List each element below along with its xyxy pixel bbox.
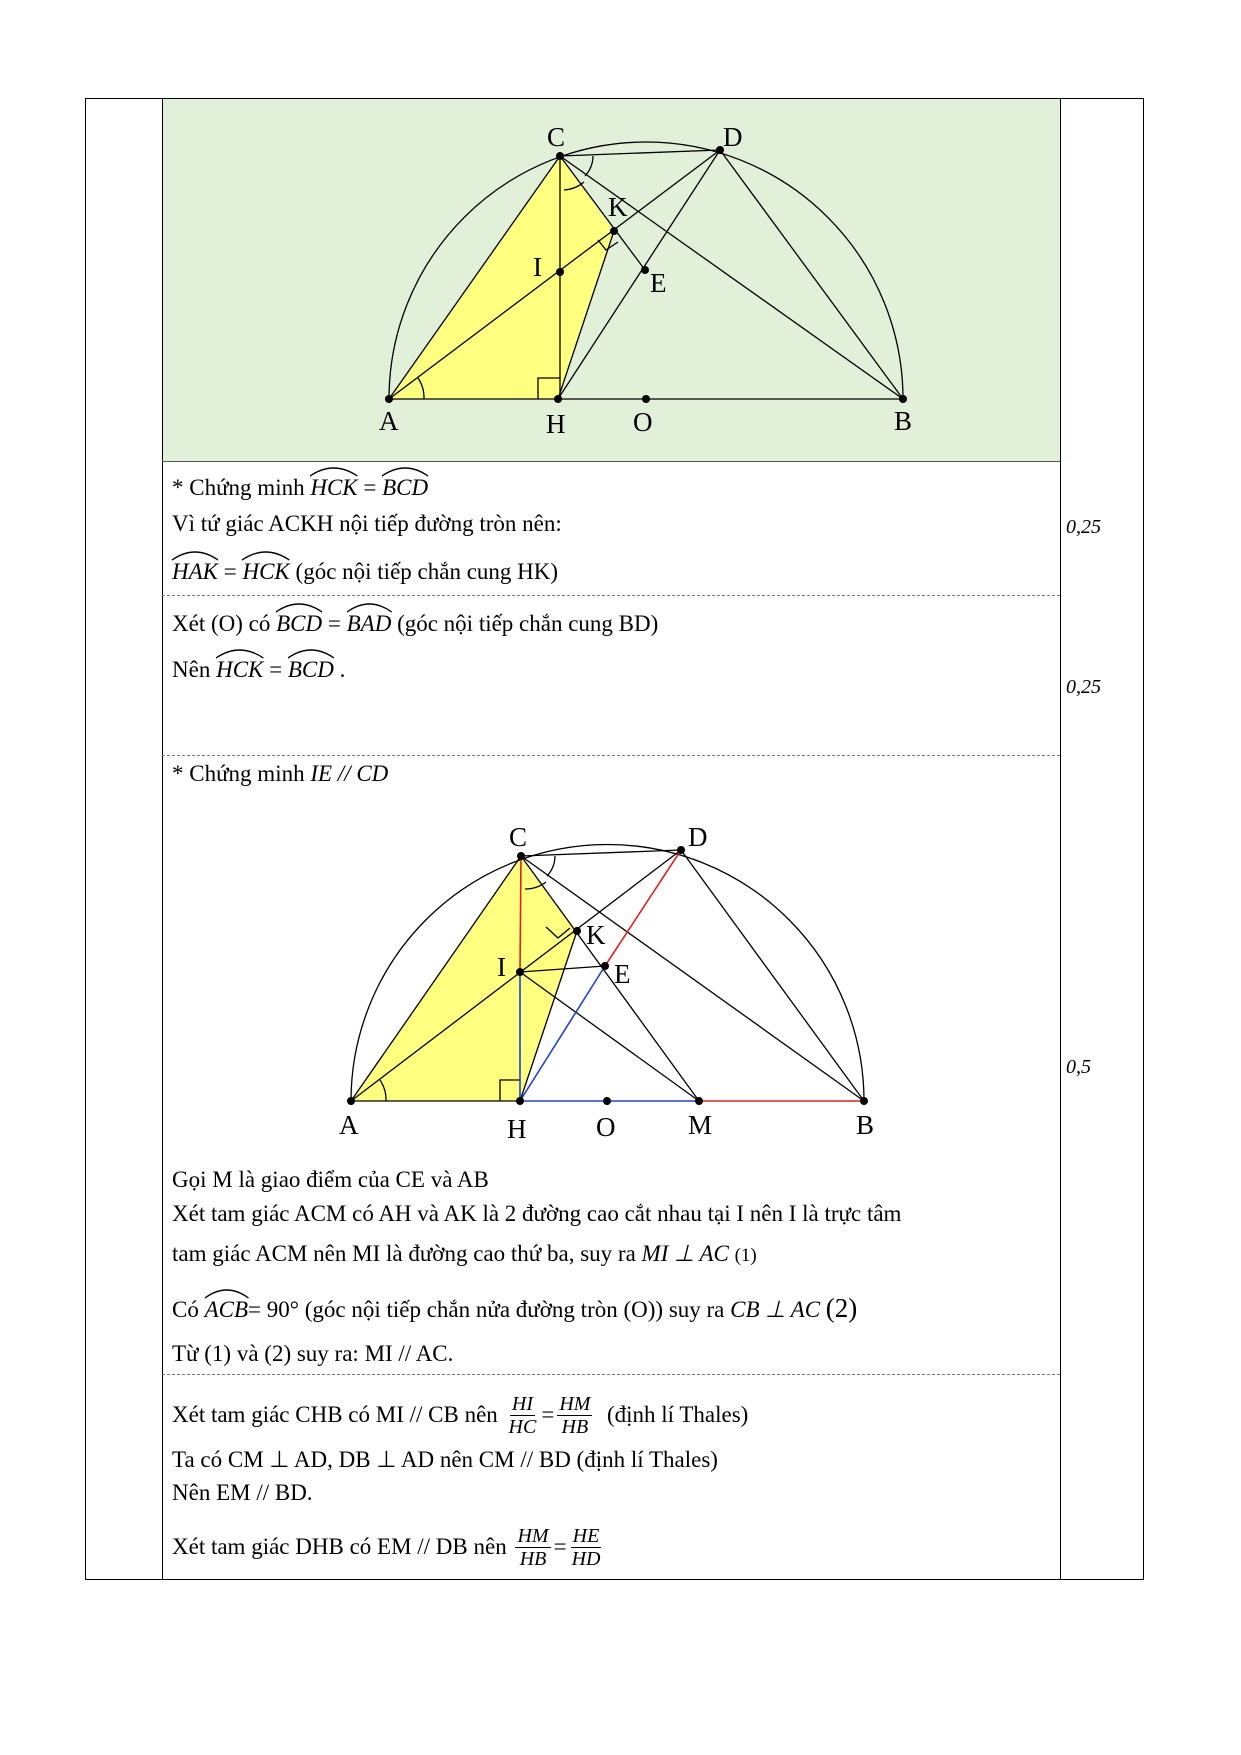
row3-line3 bbox=[172, 1240, 757, 1270]
fraction-hm-hb bbox=[515, 1525, 550, 1570]
fraction-hi-hc bbox=[507, 1393, 539, 1438]
label-H: H bbox=[546, 409, 566, 439]
label-M: M bbox=[688, 1110, 713, 1140]
row-divider bbox=[162, 595, 1060, 596]
row2-line2 bbox=[172, 652, 345, 684]
equals-sign: = bbox=[327, 611, 341, 636]
fraction-hm-hb bbox=[557, 1393, 592, 1438]
denominator: HD bbox=[571, 1547, 601, 1570]
row2-score: 0,25 bbox=[1066, 676, 1101, 698]
angle-bcd bbox=[288, 652, 334, 684]
angle-text: BCD bbox=[287, 657, 334, 682]
prefix: Nên bbox=[172, 657, 211, 682]
prefix: Xét (O) có bbox=[172, 611, 271, 636]
equals-sign: = bbox=[553, 1534, 567, 1559]
label-D: D bbox=[723, 122, 743, 152]
numerator: HM bbox=[559, 1392, 591, 1415]
row3-line5: Từ (1) và (2) suy ra: MI // AC. bbox=[172, 1341, 454, 1366]
text: (góc nội tiếp chắn nửa đường tròn (O)) suy ra bbox=[304, 1297, 725, 1322]
row1-line2: Vì tứ giác ACKH nội tiếp đường tròn nên: bbox=[172, 511, 562, 536]
label-C: C bbox=[509, 822, 528, 852]
angle-text: HAK bbox=[172, 559, 218, 584]
angle-hck bbox=[310, 470, 357, 502]
label-B: B bbox=[894, 406, 913, 436]
numerator: HE bbox=[572, 1524, 600, 1547]
label-H: H bbox=[507, 1114, 527, 1144]
red-segment-ch bbox=[520, 856, 521, 972]
text: Xét tam giác CHB có MI // CB nên bbox=[172, 1402, 498, 1427]
geometry-figure-1 bbox=[0, 0, 1241, 460]
row-divider bbox=[162, 755, 1060, 756]
math: CB ⊥ AC bbox=[730, 1297, 821, 1322]
note: (góc nội tiếp chắn cung BD) bbox=[397, 611, 659, 636]
row3-score: 0,5 bbox=[1066, 1056, 1091, 1078]
denominator: HB bbox=[561, 1415, 589, 1438]
angle-text: BAD bbox=[346, 611, 392, 636]
row-divider bbox=[162, 461, 1060, 462]
angle-acb bbox=[205, 1292, 248, 1324]
row4-line4 bbox=[172, 1522, 605, 1572]
equals-sign: = bbox=[363, 475, 377, 500]
label-I: I bbox=[497, 952, 506, 982]
denominator: HC bbox=[508, 1415, 537, 1438]
angle-text: HCK bbox=[310, 475, 358, 500]
equals-sign: = bbox=[223, 559, 237, 584]
label-K: K bbox=[586, 920, 606, 950]
row1-heading bbox=[172, 470, 428, 502]
angle-hck bbox=[216, 652, 263, 684]
tag: (1) bbox=[734, 1245, 757, 1266]
geometry-figure-2 bbox=[0, 800, 1241, 1160]
fraction-he-hd bbox=[570, 1525, 603, 1570]
row3-line1: Gọi M là giao điểm của CE và AB bbox=[172, 1167, 489, 1192]
red-segment-ed bbox=[605, 850, 681, 966]
angle-hak bbox=[172, 554, 218, 586]
label-A: A bbox=[379, 406, 399, 436]
numerator: HI bbox=[511, 1392, 533, 1415]
text: Xét tam giác DHB có EM // DB nên bbox=[172, 1534, 507, 1559]
equals-sign: = bbox=[541, 1402, 555, 1427]
text: tam giác ACM nên MI là đường cao thứ ba, suy ra bbox=[172, 1241, 636, 1266]
label-C: C bbox=[547, 122, 566, 152]
angle-text: BCD bbox=[382, 475, 429, 500]
angle-hck bbox=[242, 554, 289, 586]
equals-sign: = bbox=[269, 657, 283, 682]
row4-line2: Ta có CM ⊥ AD, DB ⊥ AD nên CM // BD (định lí Thales) bbox=[172, 1447, 718, 1472]
math: MI ⊥ AC bbox=[641, 1241, 729, 1266]
label-O: O bbox=[633, 407, 653, 437]
row-divider bbox=[162, 1374, 1060, 1375]
angle-bad bbox=[347, 606, 392, 638]
prefix: Có bbox=[172, 1297, 199, 1322]
angle-text: ACB bbox=[204, 1297, 249, 1322]
label-I: I bbox=[533, 252, 542, 282]
period: . bbox=[339, 657, 346, 682]
row1-line3 bbox=[172, 554, 558, 586]
row3-line2: Xét tam giác ACM có AH và AK là 2 đường cao cắt nhau tại I nên I là trực tâm bbox=[172, 1201, 902, 1226]
label-D: D bbox=[688, 822, 708, 852]
label-B: B bbox=[856, 1110, 875, 1140]
label-E: E bbox=[650, 268, 667, 298]
label-K: K bbox=[608, 192, 628, 222]
note: (định lí Thales) bbox=[606, 1402, 749, 1427]
angle-bcd bbox=[276, 606, 322, 638]
heading-prefix: * Chứng minh bbox=[172, 761, 305, 786]
row3-heading bbox=[172, 760, 388, 788]
row1-score: 0,25 bbox=[1066, 516, 1101, 538]
label-O: O bbox=[596, 1112, 616, 1142]
row4-line3: Nên EM // BD. bbox=[172, 1480, 313, 1505]
row3-line4 bbox=[172, 1292, 857, 1324]
row4-line1 bbox=[172, 1390, 748, 1440]
denominator: HB bbox=[519, 1547, 547, 1570]
angle-bcd bbox=[382, 470, 428, 502]
tag: (2) bbox=[825, 1293, 858, 1323]
shaded-triangle bbox=[389, 156, 614, 399]
angle-text: HCK bbox=[216, 657, 264, 682]
label-A: A bbox=[339, 1110, 359, 1140]
heading-prefix: * Chứng minh bbox=[172, 475, 305, 500]
heading-math: IE // CD bbox=[310, 761, 389, 786]
angle-text: BCD bbox=[276, 611, 323, 636]
angle-text: HCK bbox=[242, 559, 290, 584]
value: = 90° bbox=[248, 1297, 299, 1322]
numerator: HM bbox=[517, 1524, 549, 1547]
note: (góc nội tiếp chắn cung HK) bbox=[295, 559, 559, 584]
row2-line1 bbox=[172, 606, 658, 638]
label-E: E bbox=[614, 959, 631, 989]
